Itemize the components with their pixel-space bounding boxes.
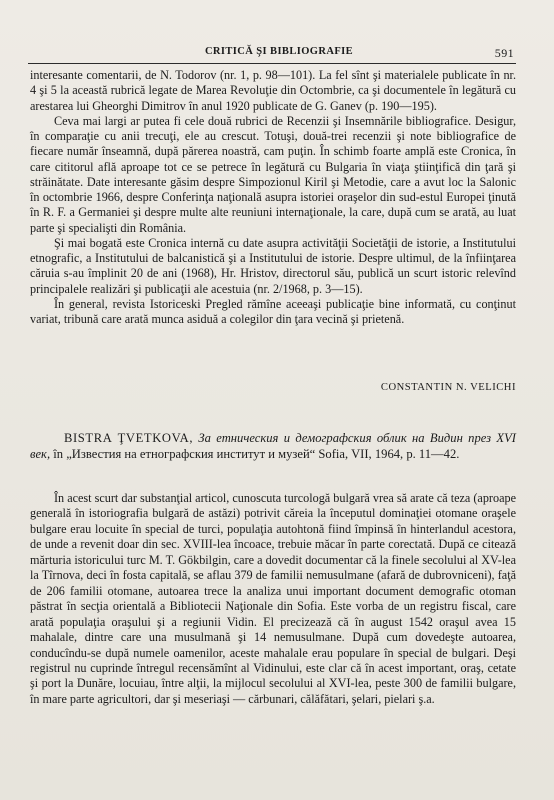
reviewed-title: За етническия и демографския облик на Видин през XVI век, <box>30 431 516 462</box>
review-body <box>30 491 516 707</box>
paragraph: În acest scurt dar substanţial articol, cunoscuta turcologă bulgară vrea să arate că teza (aproape generală în istoriografia bulgară de astăzi) potrivit căreia la începutul dominaţiei otomane oraşele bulgare erau locuite în special de turci, populaţia autohtonă fiind împinsă în hinterlandul acestora, de unde a revenit doar din sec. XVIII-lea încoace, trebuie măcar în parte corectată. După ce citează mărturia istoricului turc M. T. Gökbilgin, care a dovedit documentar că la finele secolului al XV-lea la Tîrnova, deci în fosta capitală, se aflau 379 de familii nemusulmane (afară de dubrovniceni), faţă de 206 familii otomane, autoarea trece la analiza unui important document demografic otoman păstrat în secţia orientală a Bibliotecii Naţionale din Sofia. Este vorba de un registru fiscal, care arată populaţia oraşului şi a regiunii Vidin. El precizează că în august 1542 oraşul avea 15 mahalale, dintre care una musulmană şi 14 nemusulmane. După cum dovedeşte autoarea, conducîndu-se după numele oamenilor, aceste mahalale erau populare în special de bulgari. Deşi registrul nu cuprinde întregul recensămînt al Vidinului, este clar că în acest important, oraş, cetate şi port la Dunăre, locuiau, între alţii, la mijlocul secolului al XVI-lea, peste 300 de familii bulgare, în mare parte agricultori, dar şi meseriaşi — cărbunari, călăfătari, şelari, pielari ş.a. <box>30 491 516 706</box>
paragraph: În general, revista Istoriceski Pregled rămîne aceeaşi publicaţie bine informată, cu conţinut variat, tribună care arată munca asiduă a colegilor din ţara vecină şi prietenă. <box>30 296 516 326</box>
page-number: 591 <box>494 46 514 60</box>
running-title: CRITICĂ ŞI BIBLIOGRAFIE <box>204 46 354 57</box>
paragraph: Şi mai bogată este Cronica internă cu date asupra activităţii Societăţii de istorie, a Institutului etnografic, a Institutului de balcanistică şi a Institutului de istorie. Despre ultimul, de la înfiinţarea căruia s-au împlinit 20 de ani (1968), Hr. Hristov, directorul său, publică un scurt istoric relevînd principalele realizări şi publicaţii ale acestuia (nr. 2/1968, p. 3—15). <box>30 235 516 296</box>
header-rule <box>28 63 516 64</box>
review-heading <box>30 430 516 462</box>
review-continuation <box>30 68 516 327</box>
running-header <box>44 46 514 62</box>
reviewed-source: în „Известия на етнографския институт и музей“ Sofia, VII, 1964, p. 11—42. <box>53 447 460 462</box>
paragraph: Ceva mai largi ar putea fi cele două rubrici de Recenzii şi Insemnările bibliografice. Desigur, în comparaţie cu anii trecuţi, ele au crescut. Totuşi, două-trei recenzii şi note bibliografice de fiecare număr înseamnă, după părerea noastră, cam puţin. În schimb foarte amplă este Cronica, în care cititorul află aproape tot ce se petrece în legătură cu Bulgaria în viaţa ştiinţifică din ţară şi străinătate. Date interesante găsim despre Simpozionul Kiril şi Metodie, care a avut loc la Salonic în octombrie 1966, despre Conferinţa naţională asupra istoriei oraşelor din sud-estul Europei ţinută în R. F. a Germaniei şi despre multe alte reuniuni internaţionale, la care, după cum se arată, au luat parte şi specialişti din România. <box>30 113 516 235</box>
reviewed-author: BISTRA ŢVETKOVA, <box>64 431 194 445</box>
reviewer-signature: CONSTANTIN N. VELICHI <box>380 382 516 393</box>
paragraph: interesante comentarii, de N. Todorov (nr. 1, p. 98—101). La fel sînt şi materialele publicate în nr. 4 şi 5 la această rubrică legate de Marea Revoluţie din Octombrie, ca şi documentele în legătură cu arestarea lui Gheorghi Dimitrov în anul 1920 publicate de G. Ganev (p. 190—195). <box>30 68 516 113</box>
